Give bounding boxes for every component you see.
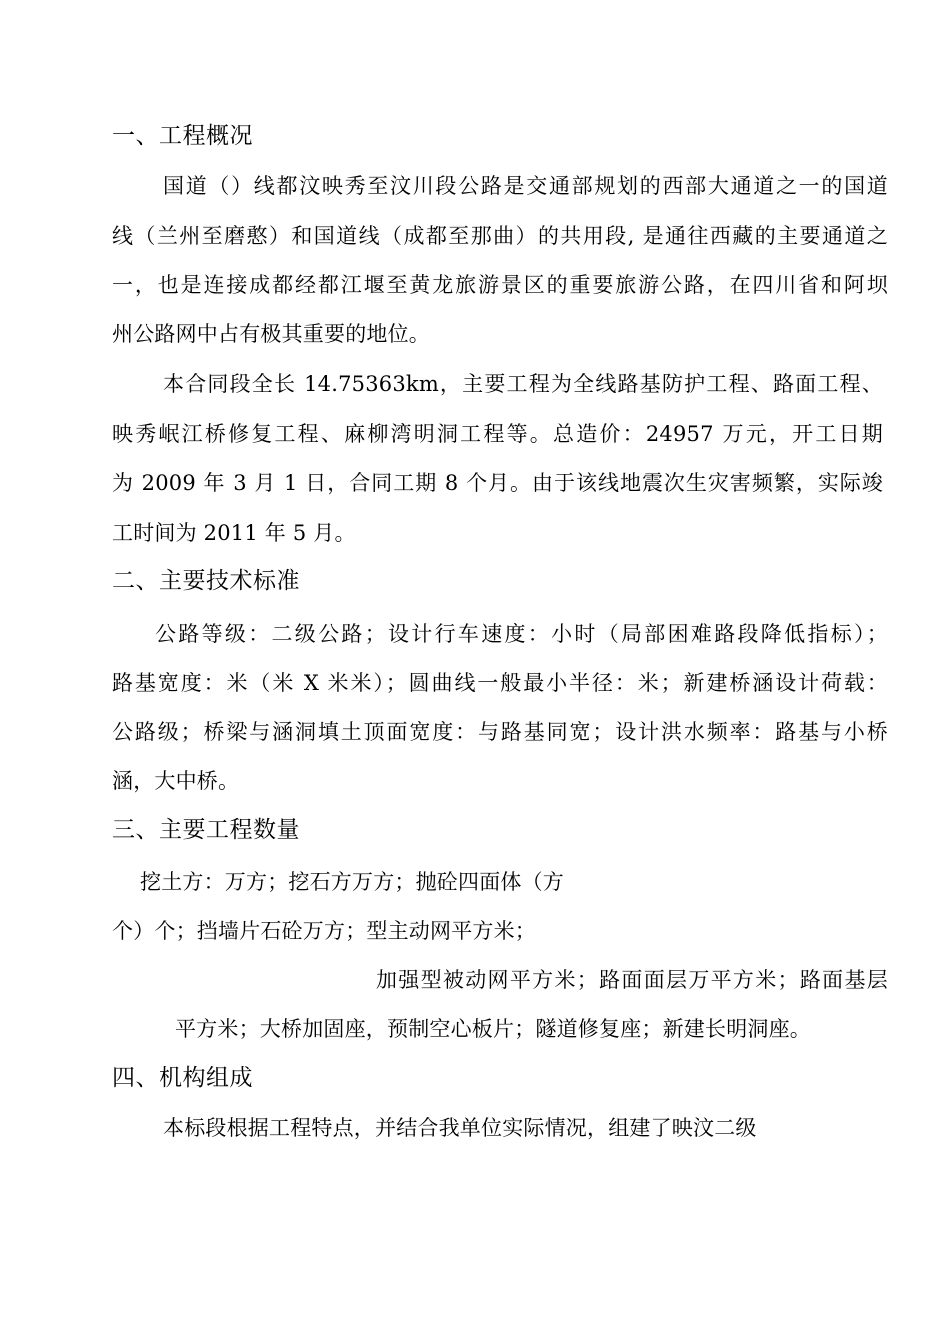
paragraph-line: 公路等级：二级公路；设计行车速度：小时（局部困难路段降低指标）； [155,622,888,646]
paragraph-line: 涵，大中桥。 [112,769,240,793]
paragraph-line: 州公路网中占有极其重要的地位。 [112,322,430,346]
paragraph-line: 平方米；大桥加固座，预制空心板片；隧道修复座；新建长明洞座。 [175,1017,811,1041]
section-heading-quantities: 三、主要工程数量 [112,817,300,843]
section-heading-organization: 四、机构组成 [112,1065,253,1091]
section-heading-overview: 一、工程概况 [112,123,253,149]
paragraph-line: 为 2009 年 3 月 1 日，合同工期 8 个月。由于该线地震次生灾害频繁，实际竣 [112,471,883,495]
paragraph-line: 个）个；挡墙片石砼万方；型主动网平方米； [112,919,536,943]
paragraph-line: 加强型被动网平方米；路面面层万平方米；路面基层 [376,968,888,992]
paragraph-line: 国道（）线都汶映秀至汶川段公路是交通部规划的西部大通道之一的国道 [163,174,888,198]
section-heading-technical-standards: 二、主要技术标准 [112,568,300,594]
paragraph-line: 公路级；桥梁与涵洞填土顶面宽度：与路基同宽；设计洪水频率：路基与小桥 [112,720,888,744]
paragraph-line: 路基宽度：米（米 X 米米）；圆曲线一般最小半径：米；新建桥涵设计荷载： [112,671,888,695]
paragraph-line: 工时间为 2011 年 5 月。 [112,521,356,545]
paragraph-line: 本标段根据工程特点，并结合我单位实际情况，组建了映汶二级 [163,1116,757,1140]
paragraph-line: 一，也是连接成都经都江堰至黄龙旅游景区的重要旅游公路，在四川省和阿坝 [112,273,888,297]
paragraph-line: 线（兰州至磨憨）和国道线（成都至那曲）的共用段, 是通往西藏的主要通道之 [112,224,888,248]
paragraph-line: 本合同段全长 14.75363km，主要工程为全线路基防护工程、路面工程、 [163,372,883,396]
paragraph-line: 挖土方：万方；挖石方万方；抛砼四面体（方 [140,870,564,894]
paragraph-line: 映秀岷江桥修复工程、麻柳湾明洞工程等。总造价：24957 万元，开工日期 [112,422,883,446]
